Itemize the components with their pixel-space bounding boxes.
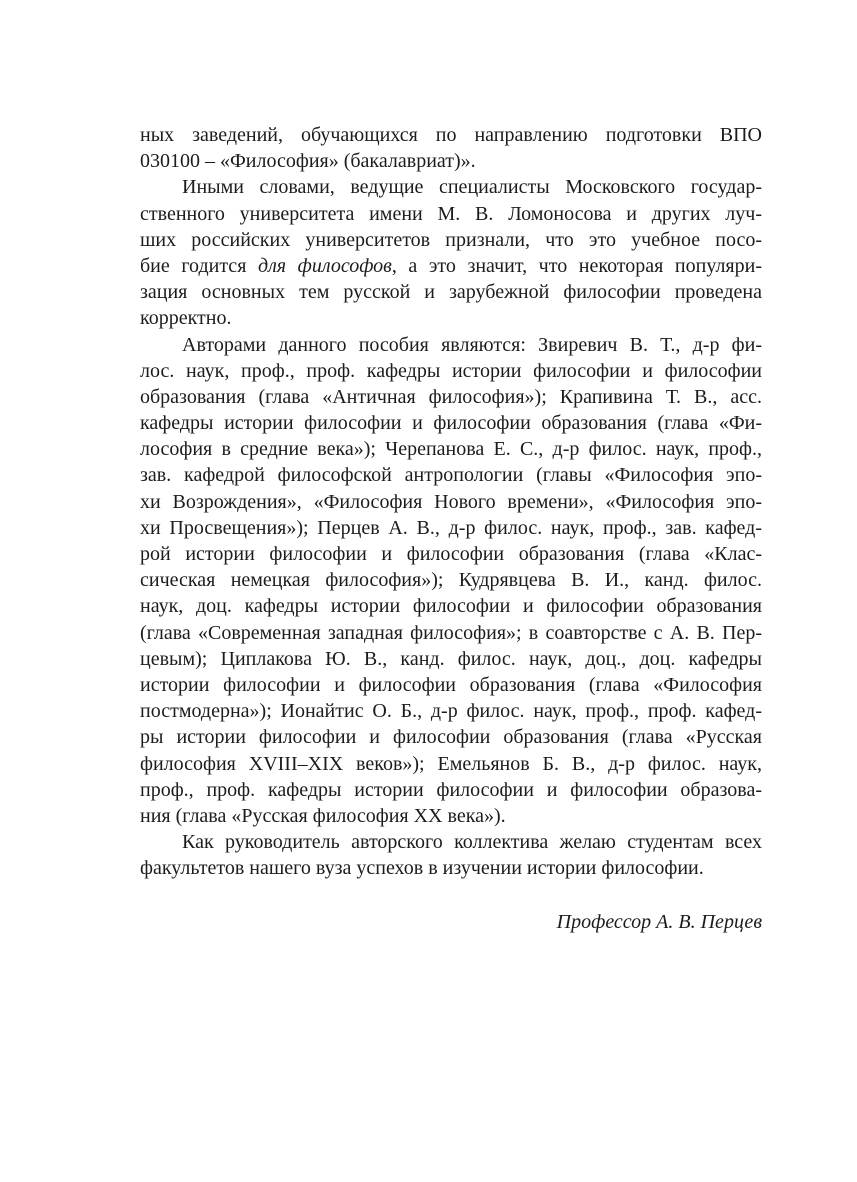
text-line: кафедры истории философии и философии образования (глава «Фи- [140, 412, 762, 435]
text-line: зав. кафедрой философской антропологии (главы «Философия эпо- [140, 464, 762, 487]
emphasis-text: для философов [257, 254, 392, 277]
text-line: 030100 – «Философия» (бакалавриат)». [140, 150, 476, 173]
text-line: сическая немецкая философия»); Кудрявцева В. И., канд. филос. [140, 569, 762, 592]
document-page [140, 122, 762, 936]
text-line: философия XVIII–XIX веков»); Емельянов Б. В., д-р филос. наук, [140, 752, 762, 775]
text-line: образования (глава «Античная философия»); Крапивина Т. В., асс. [140, 385, 762, 408]
paragraph-4 [140, 829, 762, 881]
text-line: проф., проф. кафедры истории философии и философии образова- [140, 778, 762, 801]
text-line: Иными словами, ведущие специалисты Московского государ- [182, 176, 762, 199]
paragraph-3 [140, 332, 762, 830]
text-line: корректно. [140, 307, 232, 330]
text-line: Авторами данного пособия являются: Звиревич В. Т., д-р фи- [182, 333, 762, 356]
text-line: Как руководитель авторского коллектива желаю студентам всех [182, 831, 762, 854]
text-line: ры истории философии и философии образования (глава «Русская [140, 726, 762, 749]
text-line: истории философии и философии образования (глава «Философия [140, 673, 762, 696]
text-line: цевым); Циплакова Ю. В., канд. филос. наук, доц., доц. кафедры [140, 647, 762, 670]
text-line: ния (глава «Русская философия XX века»). [140, 804, 506, 827]
spacer [140, 881, 762, 909]
text-line: ственного университета имени М. В. Ломоносова и других луч- [140, 202, 762, 225]
text-segment: бие годится [140, 254, 258, 277]
paragraph-1 [140, 122, 762, 174]
text-line: рой истории философии и философии образования (глава «Клас- [140, 543, 762, 565]
text-line: хи Возрождения», «Философия Нового времени», «Философия эпо- [140, 490, 762, 513]
text-line: ших российских университетов признали, что это учебное посо- [140, 228, 762, 251]
text-line: лос. наук, проф., проф. кафедры истории философии и философии [140, 359, 762, 382]
text-line-with-emphasis [140, 253, 762, 279]
text-line: ных заведений, обучающихся по направлению подготовки ВПО [140, 124, 762, 146]
text-line: зация основных тем русской и зарубежной философии проведена [140, 281, 762, 304]
text-line: хи Просвещения»); Перцев А. В., д-р филос. наук, проф., зав. кафед- [140, 516, 762, 539]
text-segment: , а это значит, что некоторая популяри- [391, 254, 762, 277]
text-line: постмодерна»); Ионайтис О. Б., д-р филос. наук, проф., проф. кафед- [140, 700, 762, 723]
text-line: факультетов нашего вуза успехов в изучении истории философии. [140, 857, 704, 880]
text-line: (глава «Современная западная философия»; в соавторстве с А. В. Пер- [140, 621, 762, 644]
text-line: лософия в средние века»); Черепанова Е. С., д-р филос. наук, проф., [140, 438, 762, 461]
text-line: наук, доц. кафедры истории философии и философии образования [140, 595, 762, 618]
signature: Профессор А. В. Перцев [556, 911, 762, 934]
paragraph-2 [140, 174, 762, 331]
